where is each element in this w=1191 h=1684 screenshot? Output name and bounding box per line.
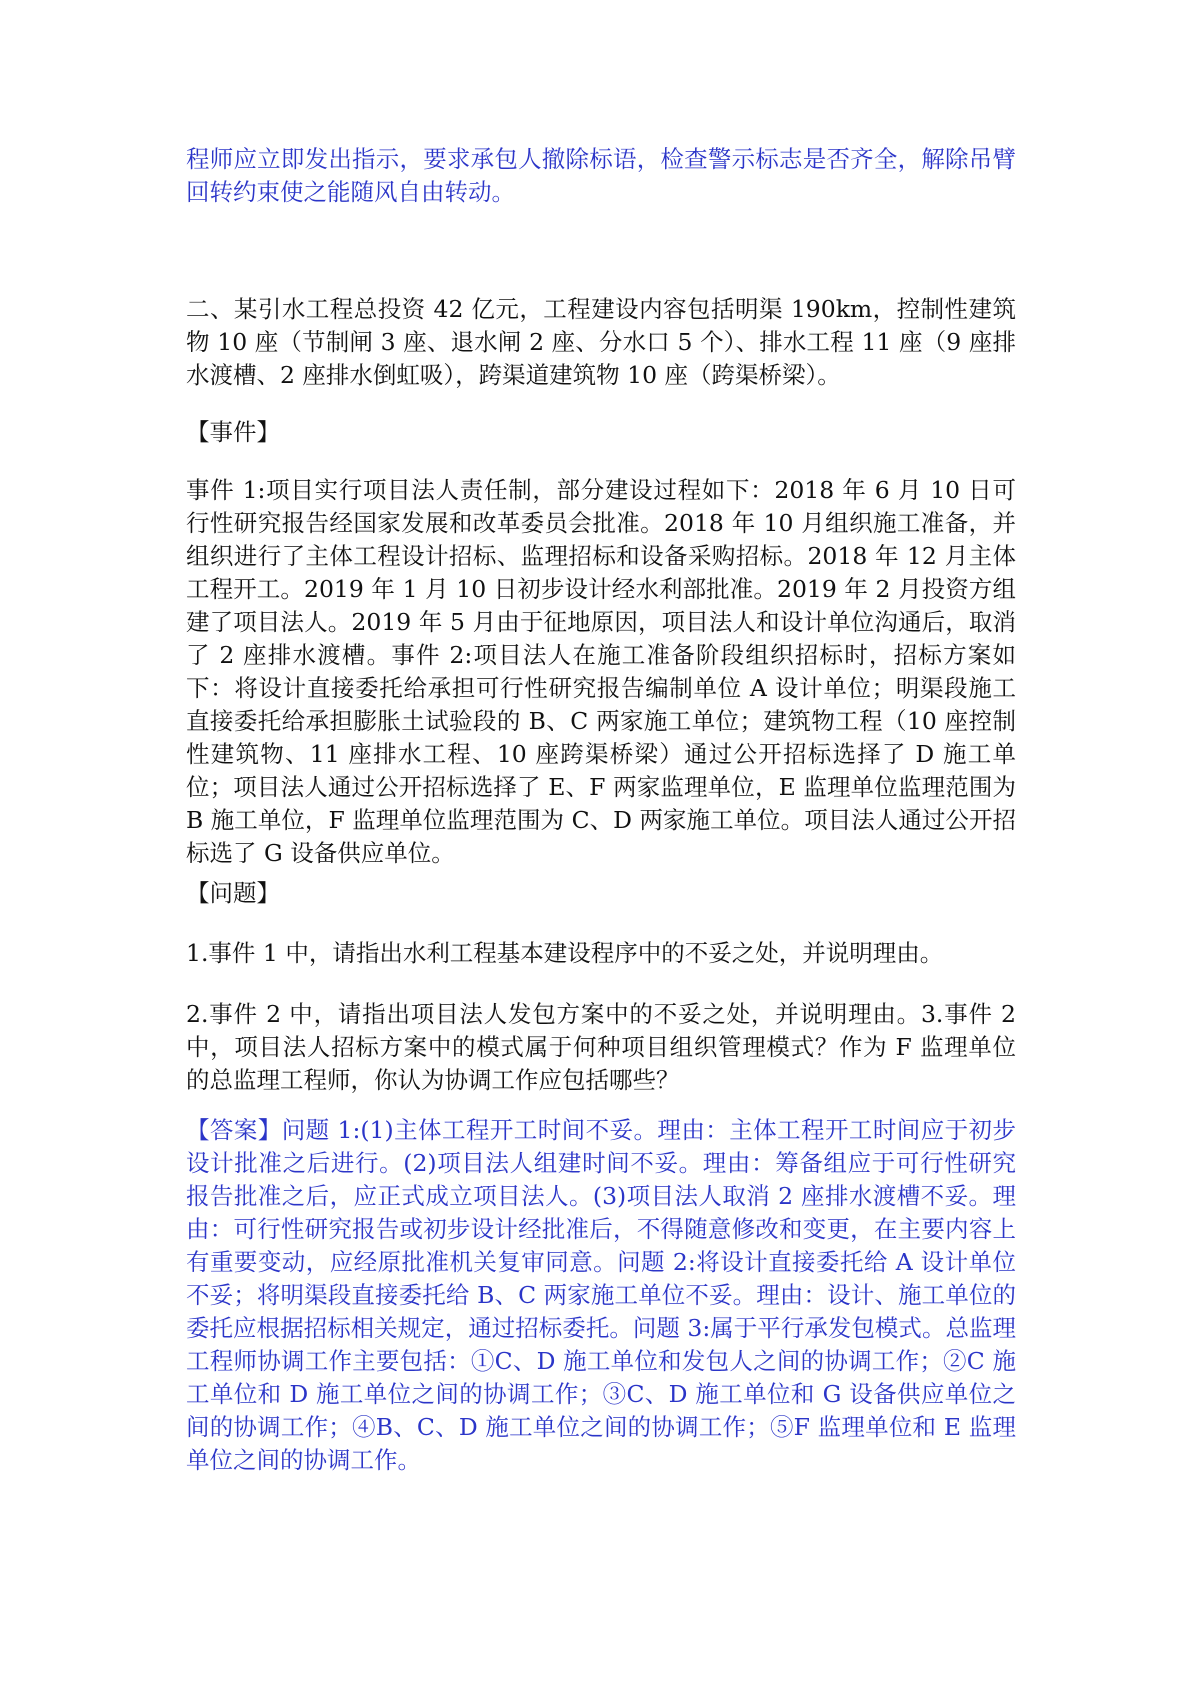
question-1: 1.事件 1 中，请指出水利工程基本建设程序中的不妥之处，并说明理由。 <box>186 939 944 967</box>
answer-tag: 【答案】 <box>186 1116 282 1144</box>
answer-paragraph <box>186 1114 1016 1477</box>
previous-answer-continuation: 程师应立即发出指示，要求承包人撤除标语，检查警示标志是否齐全，解除吊臂回转约束使之能随风自由转动。 <box>186 145 1016 206</box>
question-2-3: 2.事件 2 中，请指出项目法人发包方案中的不妥之处，并说明理由。3.事件 2 中，项目法人招标方案中的模式属于何种项目组织管理模式？作为 F 监理单位的总监理工程师，你认为协调工作应包括哪些？ <box>186 1000 1016 1094</box>
events-body: 事件 1:项目实行项目法人责任制，部分建设过程如下：2018 年 6 月 10 日可行性研究报告经国家发展和改革委员会批准。2018 年 10 月组织施工准备，并组织进行了主体工程设计招标、监理招标和设备采购招标。2018 年 12 月主体工程开工。2019 年 1 月 10 日初步设计经水利部批准。2019 年 2 月投资方组建了项目法人。2019 年 5 月由于征地原因，项目法人和设计单位沟通后，取消了 2 座排水渡槽。事件 2:项目法人在施工准备阶段组织招标时，招标方案如下：将设计直接委托给承担可行性研究报告编制单位 A 设计单位；明渠段施工直接委托给承担膨胀土试验段的 B、C 两家施工单位；建筑物工程（10 座控制性建筑物、11 座排水工程、10 座跨渠桥梁）通过公开招标选择了 D 施工单位；项目法人通过公开招标选择了 E、F 两家监理单位，E 监理单位监理范围为 B 施工单位，F 监理单位监理范围为 C、D 两家施工单位。项目法人通过公开招标选了 G 设备供应单位。 <box>186 476 1016 867</box>
events-heading: 【事件】 <box>186 418 280 446</box>
case-introduction: 二、某引水工程总投资 42 亿元，工程建设内容包括明渠 190km，控制性建筑物 10 座（节制闸 3 座、退水闸 2 座、分水口 5 个）、排水工程 11 座（9 座排水渡槽、2 座排水倒虹吸），跨渠道建筑物 10 座（跨渠桥梁）。 <box>186 295 1016 389</box>
questions-heading: 【问题】 <box>186 879 280 907</box>
answer-body: 问题 1:(1)主体工程开工时间不妥。理由：主体工程开工时间应于初步设计批准之后进行。(2)项目法人组建时间不妥。理由：筹备组应于可行性研究报告批准之后，应正式成立项目法人。(3)项目法人取消 2 座排水渡槽不妥。理由：可行性研究报告或初步设计经批准后，不得随意修改和变更，在主要内容上有重要变动，应经原批准机关复审同意。问题 2:将设计直接委托给 A 设计单位不妥；将明渠段直接委托给 B、C 两家施工单位不妥。理由：设计、施工单位的委托应根据招标相关规定，通过招标委托。问题 3:属于平行承发包模式。总监理工程师协调工作主要包括：①C、D 施工单位和发包人之间的协调工作；②C 施工单位和 D 施工单位之间的协调工作；③C、D 施工单位和 G 设备供应单位之间的协调工作；④B、C、D 施工单位之间的协调工作；⑤F 监理单位和 E 监理单位之间的协调工作。 <box>186 1116 1016 1474</box>
